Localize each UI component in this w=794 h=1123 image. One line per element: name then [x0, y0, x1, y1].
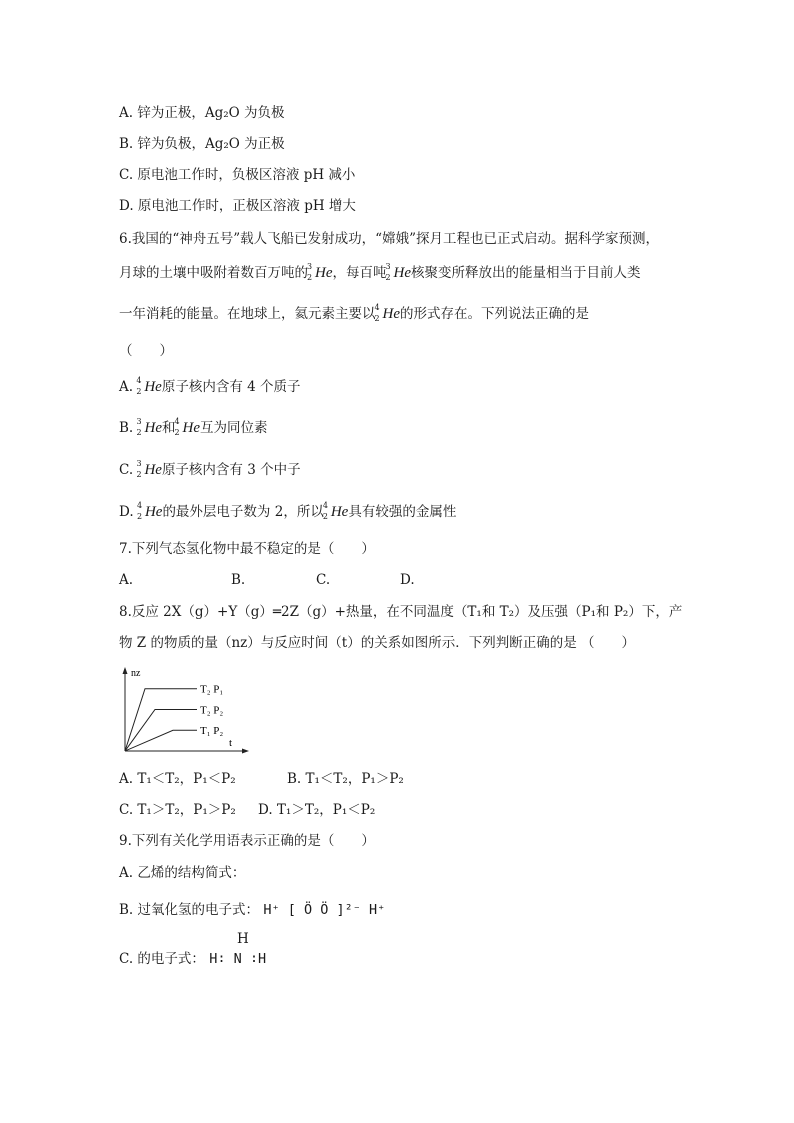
q7-stem: 7.下列气态氢化物中最不稳定的是（ ）	[119, 541, 375, 557]
q6-option-b: B. 3 2 He和 4 2 He互为同位素	[119, 417, 268, 437]
y-axis-label: nz	[131, 668, 141, 679]
q5-option-d: D. 原电池工作时，正极区溶液 pH 增大	[119, 198, 356, 214]
nh3-top-h: H	[237, 931, 249, 947]
series-label-2: T₁ P₂	[200, 725, 224, 738]
nz-time-chart	[119, 664, 259, 756]
q8-option-c: C. T₁＞T₂，P₁＞P₂	[119, 802, 236, 818]
q6-text: 的形式存在。下列说法正确的是	[400, 306, 589, 322]
series-label-0: T₂ P₁	[200, 683, 224, 696]
q8-option-d: D. T₁＞T₂，P₁＜P₂	[258, 802, 376, 818]
q5-option-c: C. 原电池工作时，负极区溶液 pH 减小	[119, 167, 356, 183]
x-axis-label: t	[229, 737, 233, 749]
he3-nuclide: 3 2 He	[307, 262, 333, 282]
q7-option-c: C.	[316, 572, 331, 588]
nh3-electron-formula: H∶ N ∶H	[209, 951, 267, 967]
series-line-2	[125, 730, 197, 751]
q7-option-d: D.	[400, 572, 415, 588]
q6-option-d: D. 4 2 He的最外层电子数为 2，所以 4 2 He具有较强的金属性	[119, 501, 457, 521]
q9-option-c: C. 的电子式： H∶ N ∶H	[119, 951, 267, 967]
q8-stem-line2: 物 Z 的物质的量（nz）与反应时间（t）的关系如图所示．下列判断正确的是 （ ）	[119, 635, 635, 651]
q5-option-a: A. 锌为正极，Ag₂O 为负极	[119, 105, 285, 121]
he3-nuclide: 3 2 He	[385, 262, 411, 282]
q6-text: 核聚变所释放出的能量相当于目前人类	[411, 265, 641, 281]
q8-stem-line1: 8.反应 2X（g）+Y（g）═2Z（g）+热量，在不同温度（T₁和 T₂）及压强（P₁和 P₂）下，产	[119, 604, 683, 620]
q5-option-b: B. 锌为负极，Ag₂O 为正极	[119, 136, 285, 152]
q6-option-a: A. 4 2 He原子核内含有 4 个质子	[119, 376, 301, 396]
q9-option-a: A. 乙烯的结构简式：	[119, 865, 246, 881]
q6-stem-line2	[119, 264, 641, 282]
q6-answer-paren: （ ）	[119, 343, 173, 359]
q6-text: ，每百吨	[332, 265, 387, 281]
q9-option-b: B. 过氧化氢的电子式： H⁺ [ Ö Ö ]²⁻ H⁺	[119, 902, 386, 918]
q7-option-b: B.	[231, 572, 246, 588]
series-label-1: T₂ P₂	[200, 704, 224, 717]
q6-stem-line3	[119, 305, 589, 323]
q7-options	[119, 571, 519, 589]
q6-text: 一年消耗的能量。在地球上，氦元素主要以	[119, 306, 376, 322]
q6-stem-line1: 6.我国的“神舟五号”载人飞船已发射成功，“嫦娥”探月工程也已正式启动。据科学家预测，	[119, 231, 659, 247]
q8-option-a: A. T₁＜T₂，P₁＜P₂	[119, 771, 236, 787]
q9-stem: 9.下列有关化学用语表示正确的是（ ）	[119, 833, 375, 849]
series-line-0	[125, 689, 197, 751]
q6-option-c: C. 3 2 He原子核内含有 3 个中子	[119, 459, 301, 479]
q8-option-b: B. T₁＜T₂，P₁＞P₂	[287, 771, 404, 787]
q6-text: 月球的土壤中吸附着数百万吨的	[119, 265, 308, 281]
x-axis-arrow	[242, 749, 249, 754]
y-axis-arrow	[123, 667, 128, 674]
he4-nuclide: 4 2 He	[374, 303, 400, 323]
q7-option-a: A.	[119, 572, 134, 588]
h2o2-electron-formula: H⁺ [ Ö Ö ]²⁻ H⁺	[263, 902, 386, 918]
